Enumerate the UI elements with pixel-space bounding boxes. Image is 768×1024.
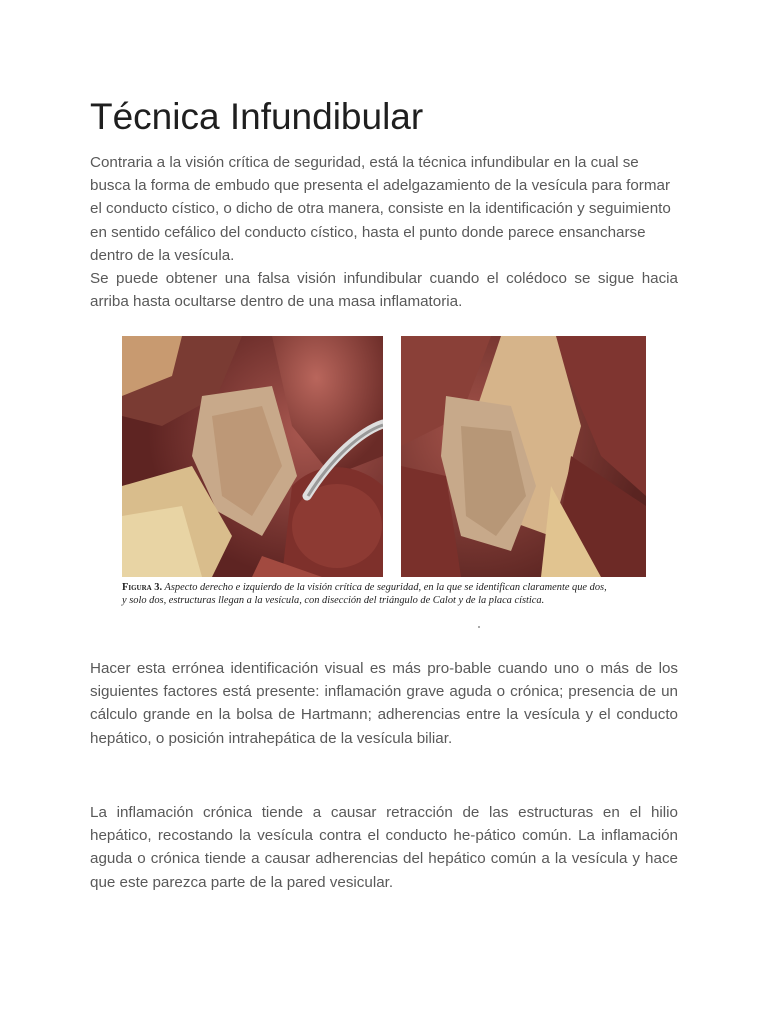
- page-title: Técnica Infundibular: [90, 96, 424, 137]
- scan-speck: [478, 626, 480, 628]
- intro-section: [90, 151, 678, 313]
- body-paragraph-4: [90, 801, 678, 894]
- figure-label: Figura 3.: [122, 582, 163, 593]
- body-paragraph-3: [90, 657, 678, 750]
- intro-paragraph-1: Contraria a la visión crítica de seguridad, está la técnica infundibular en la cual se busca la forma de embudo que presenta el adelgazamiento de la vesícula para formar el conducto cístico, o dicho de otra manera, consiste en la identificación y seguimiento en sentido cefálico del conducto cístico, hasta el punto donde parece ensancharse dentro de la vesícula.: [90, 154, 671, 264]
- surgical-photo-left-image: [122, 336, 383, 577]
- surgical-photo-right-image: [401, 336, 646, 577]
- surgical-figure: [122, 336, 646, 632]
- surgical-photo-left: [122, 336, 383, 577]
- figure-caption: [122, 581, 646, 607]
- intro-paragraph-2: Se puede obtener una falsa visión infundibular cuando el colédoco se sigue hacia arriba hasta ocultarse dentro de una masa inflamatoria.: [90, 270, 678, 311]
- figure-caption-line-1: [122, 581, 646, 594]
- surgical-photo-right: [401, 336, 646, 577]
- figure-caption-text-1: Aspecto derecho e izquierdo de la visión crítica de seguridad, en la que se identifican claramente que dos,: [164, 582, 607, 593]
- body-paragraph-3-text: Hacer esta errónea identificación visual es más pro-bable cuando uno o más de los siguientes factores está presente: inflamación grave aguda o crónica; presencia de un cálculo grande en la bolsa de Hartmann; adherencias entre la vesícula y el conducto hepático, o posición intrahepática de la vesícula biliar.: [90, 660, 678, 747]
- body-paragraph-4-text: La inflamación crónica tiende a causar retracción de las estructuras en el hilio hepático, recostando la vesícula contra el conducto he-pático común. La inflamación aguda o crónica tiende a causar adherencias del hepático común a la vesícula y hace que este parezca parte de la pared vesicular.: [90, 804, 678, 891]
- figure-caption-line-2: y solo dos, estructuras llegan a la vesícula, con disección del triángulo de Calot y de la placa cística.: [122, 595, 545, 606]
